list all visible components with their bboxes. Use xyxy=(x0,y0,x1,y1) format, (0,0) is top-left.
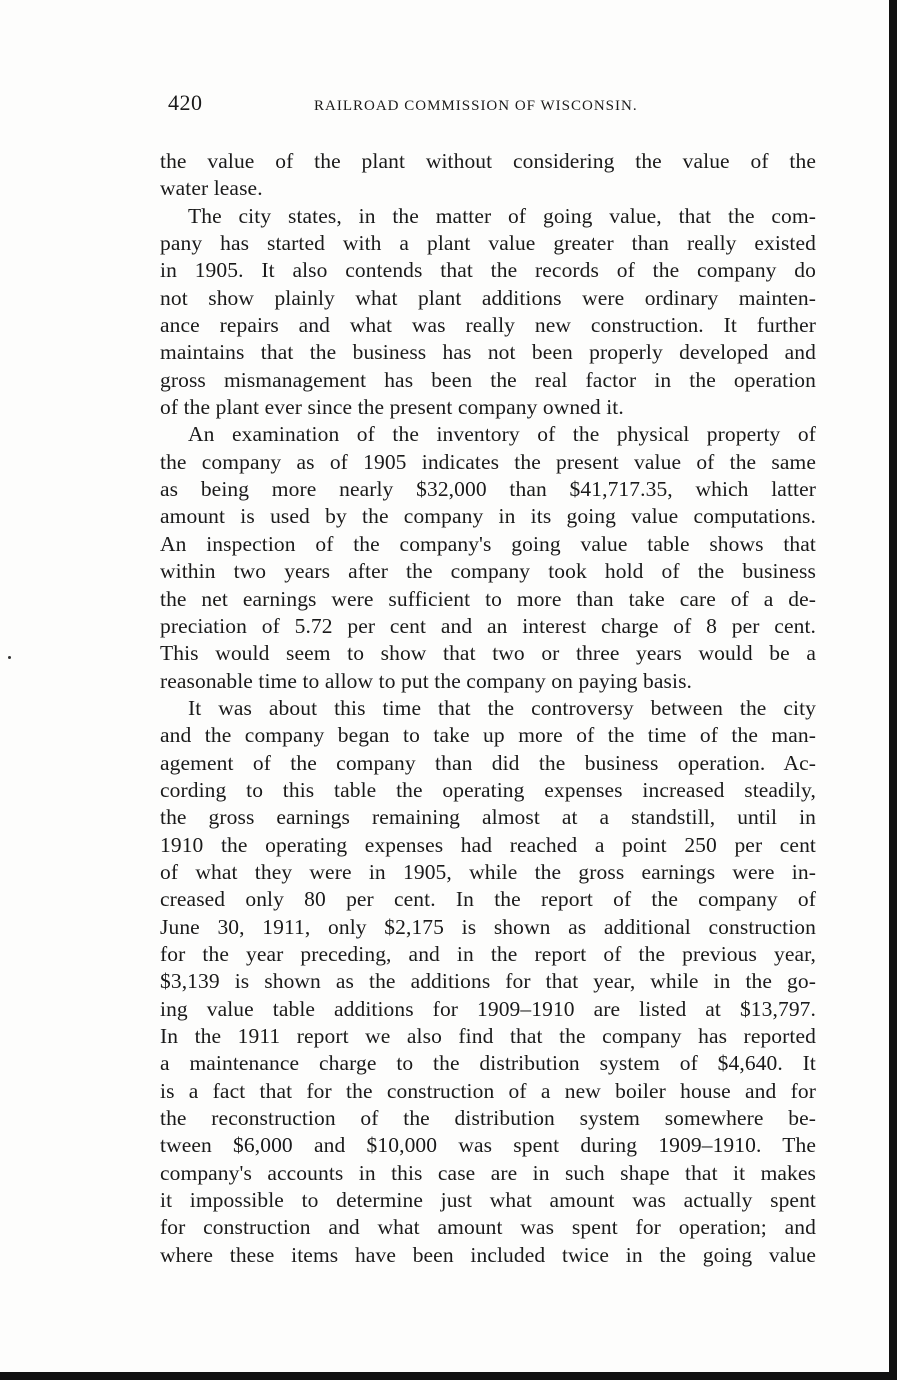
text-line: where these items have been included twice in the going value xyxy=(160,1242,816,1267)
text-line: is a fact that for the construction of a new boiler house and for xyxy=(160,1078,816,1103)
text-line: of the plant ever since the present company owned it. xyxy=(160,395,624,420)
text-line: and the company began to take up more of the time of the man- xyxy=(160,723,816,748)
text-line: agement of the company than did the business operation. Ac- xyxy=(160,750,816,775)
text-line: creased only 80 per cent. In the report of the company of xyxy=(160,887,816,912)
text-line: the reconstruction of the distribution system somewhere be- xyxy=(160,1106,816,1131)
paragraph-start-line: An examination of the inventory of the physical property of xyxy=(188,422,816,447)
text-line: the company as of 1905 indicates the present value of the same xyxy=(160,449,816,474)
running-head: RAILROAD COMMISSION OF WISCONSIN. xyxy=(314,98,638,114)
scan-edge-bottom xyxy=(0,1372,897,1380)
text-line: in 1905. It also contends that the records of the company do xyxy=(160,258,816,283)
text-line: pany has started with a plant value greater than really existed xyxy=(160,231,816,256)
text-line: An inspection of the company's going value table shows that xyxy=(160,531,816,556)
text-line: $3,139 is shown as the additions for that year, while in the go- xyxy=(160,969,816,994)
text-line: preciation of 5.72 per cent and an interest charge of 8 per cent. xyxy=(160,613,816,638)
text-line: water lease. xyxy=(160,176,263,201)
scan-edge-right xyxy=(889,0,897,1380)
text-line: as being more nearly $32,000 than $41,717.35, which latter xyxy=(160,477,816,502)
text-line: ing value table additions for 1909–1910 are listed at $13,797. xyxy=(160,996,816,1021)
text-line: June 30, 1911, only $2,175 is shown as additional construction xyxy=(160,914,816,939)
page-number: 420 xyxy=(168,90,203,115)
paragraph-start-line: It was about this time that the controversy between the city xyxy=(188,695,816,720)
paragraph-start-line: The city states, in the matter of going value, that the com- xyxy=(188,203,816,228)
text-line: cording to this table the operating expenses increased steadily, xyxy=(160,777,816,802)
text-line: a maintenance charge to the distribution system of $4,640. It xyxy=(160,1051,816,1076)
text-line: gross mismanagement has been the real factor in the operation xyxy=(160,367,816,392)
text-line: 1910 the operating expenses had reached a point 250 per cent xyxy=(160,832,816,857)
body-text xyxy=(160,148,816,1269)
page-header xyxy=(168,90,818,120)
text-line: of what they were in 1905, while the gross earnings were in- xyxy=(160,859,816,884)
text-line: tween $6,000 and $10,000 was spent during 1909–1910. The xyxy=(160,1133,816,1158)
text-line: the gross earnings remaining almost at a standstill, until in xyxy=(160,805,816,830)
text-line: it impossible to determine just what amount was actually spent xyxy=(160,1188,816,1213)
text-line: for construction and what amount was spent for operation; and xyxy=(160,1215,816,1240)
text-line: ance repairs and what was really new construction. It further xyxy=(160,313,816,338)
text-line: amount is used by the company in its going value computations. xyxy=(160,504,816,529)
text-line: reasonable time to allow to put the company on paying basis. xyxy=(160,668,693,693)
text-line: the value of the plant without considering the value of the xyxy=(160,149,816,173)
text-line: within two years after the company took hold of the business xyxy=(160,559,816,584)
text-line: company's accounts in this case are in such shape that it makes xyxy=(160,1160,816,1185)
text-line: In the 1911 report we also find that the company has reported xyxy=(160,1024,816,1048)
text-line: maintains that the business has not been properly developed and xyxy=(160,340,816,365)
text-line: This would seem to show that two or three years would be a xyxy=(160,641,816,666)
text-line: for the year preceding, and in the report of the previous year, xyxy=(160,941,816,966)
scan-speck xyxy=(8,656,11,659)
text-line: not show plainly what plant additions were ordinary mainten- xyxy=(160,285,816,310)
text-line: the net earnings were sufficient to more than take care of a de- xyxy=(160,586,816,611)
